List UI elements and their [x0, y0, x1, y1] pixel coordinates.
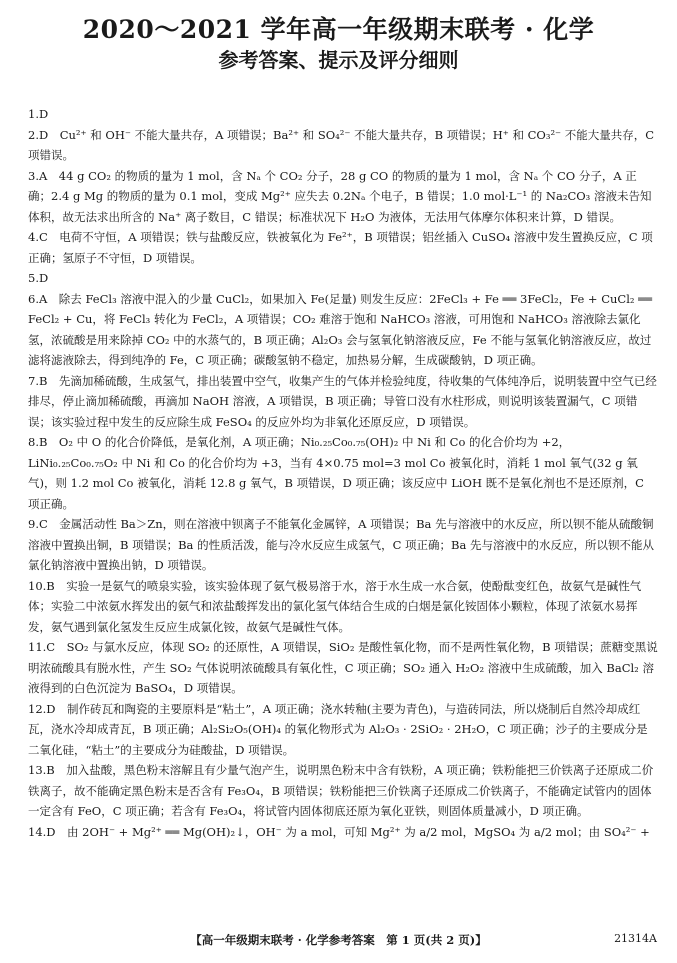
answer-number: 3.: [28, 168, 39, 183]
page-title: 2020～2021 学年高一年级期末联考 · 化学: [82, 15, 595, 44]
answer-number: 7.: [28, 373, 39, 388]
answer-number: 5.: [28, 271, 39, 285]
answer-number: 6.: [28, 291, 39, 306]
answer-item: [28, 268, 659, 289]
answer-item: [28, 822, 659, 843]
answer-text: D 由 2OH⁻ + Mg²⁺ ══ Mg(OH)₂↓，OH⁻ 为 a mol，可知 Mg²⁺ 为 a/2 mol，MgSO₄ 为 a/2 mol；由 SO₄²⁻ +: [46, 824, 650, 839]
answer-text: B 先滴加稀硫酸，生成氢气，排出装置中空气，收集产生的气体并检验纯度，待收集的气体纯净后，说明装置中空气已经排尽，停止滴加稀硫酸，再滴加 NaOH 溶液，A 项错误，B 项正确；导管口没有水柱形成，则说明该装置漏气，C 项错误；该实验过程中发生的反应除生成 FeSO₄ 的反应外均为非氧化还原反应，D 项错误。: [28, 373, 657, 429]
answer-text: B 加入盐酸，黑色粉末溶解且有少量气泡产生，说明黑色粉末中含有铁粉，A 项正确；铁粉能把三价铁离子还原成二价铁离子，故不能确定黑色粉末是否含有 Fe₃O₄，B 项错误；铁粉能把三价铁离子还原成二价铁离子，不能确定试管内的固体一定含有 FeO，C 项正确；若含有 Fe₃O₄，将试管内固体彻底还原为氧化亚铁，则固体质量减小，D 项正确。: [28, 763, 654, 818]
answer-item: [28, 371, 659, 433]
answer-text: C 金属活动性 Ba＞Zn，则在溶液中钡离子不能氧化金属锌，A 项错误；Ba 先与溶液中的水反应，所以钡不能从硫酸铜溶液中置换出铜，B 项错误；Ba 的性质活泼，能与冷水反应生成氢气，C 项正确；Ba 先与溶液中的水反应，所以钡不能从氯化钠溶液中置换出钠，D 项错误。: [28, 517, 654, 572]
answer-item: [28, 637, 659, 699]
page-footer: [0, 932, 677, 952]
answer-number: 8.: [28, 435, 39, 449]
answer-item: [28, 125, 659, 166]
footer-text: 【高一年级期末联考 · 化学参考答案 第 1 页(共 2 页)】: [190, 933, 487, 947]
answer-text: D 制作砖瓦和陶瓷的主要原料是“粘土”，A 项正确；浇水转釉(主要为青色)，与造砖同法，所以烧制后自然冷却成红瓦，浇水冷却成青瓦，B 项正确；Al₂Si₂O₅(OH)₄ 的氧化物形式为 Al₂O₃ · 2SiO₂ · 2H₂O，C 项正确；沙子的主要成分是二氧化硅，“粘土”的主要成分为硅酸盐，D 项错误。: [28, 701, 648, 757]
answer-text: D: [38, 271, 49, 285]
answer-item: [28, 289, 659, 371]
answer-number: 12.: [28, 701, 47, 716]
answer-text: C SO₂ 与氯水反应，体现 SO₂ 的还原性，A 项错误，SiO₂ 是酸性氧化物，而不是两性氧化物，B 项错误；蔗糖变黑说明浓硫酸具有脱水性，产生 SO₂ 气体说明浓硫酸具有氧化性，C 项正确；SO₂ 通入 H₂O₂ 溶液中生成硫酸，加入 BaCl₂ 溶液得到的白色沉淀为 BaSO₄，D 项错误。: [28, 640, 658, 695]
answer-number: 14.: [28, 824, 47, 839]
answer-number: 1.: [28, 107, 39, 121]
answer-list: [28, 104, 659, 842]
answer-text: D: [38, 107, 49, 121]
answer-text: A 除去 FeCl₃ 溶液中混入的少量 CuCl₂，如果加入 Fe(足量) 则发生反应：2FeCl₃ + Fe ══ 3FeCl₂，Fe + CuCl₂ ══ FeCl₂ + Cu，将 FeCl₃ 转化为 FeCl₂，A 项错误；CO₂ 难溶于饱和 NaHCO₃ 溶液，可用饱和 NaHCO₃ 溶液除去氯化氢，浓硫酸是用来除掉 CO₂ 中的水蒸气的，B 项正确；Al₂O₃ 会与氢氧化钠溶液反应，Fe 不能与氢氧化钠溶液反应，故过滤将滤液除去，得到纯净的 Fe，C 项正确；碳酸氢钠不稳定，加热易分解，生成碳酸钠，D 项正确。: [28, 291, 653, 367]
answer-item: [28, 104, 659, 125]
answer-item: [28, 760, 659, 822]
answer-number: 13.: [28, 763, 47, 777]
answer-text: C 电荷不守恒，A 项错误；铁与盐酸反应，铁被氧化为 Fe²⁺，B 项错误；铝丝插入 CuSO₄ 溶液中发生置换反应，C 项正确；氢原子不守恒，D 项错误。: [28, 230, 653, 265]
answer-number: 10.: [28, 578, 47, 593]
answer-number: 11.: [28, 640, 47, 654]
answer-text: A 44 g CO₂ 的物质的量为 1 mol，含 Nₐ 个 CO₂ 分子，28 g CO 的物质的量为 1 mol，含 Nₐ 个 CO 分子，A 正确；2.4 g Mg 的物质的量为 0.1 mol，变成 Mg²⁺ 应失去 0.2Nₐ 个电子，B 错误；1.0 mol·L⁻¹ 的 Na₂CO₃ 溶液未告知体积，故无法求出所含的 Na⁺ 离子数目，C 错误；标准状况下 H₂O 为液体，无法用气体摩尔体积来计算，D 错误。: [28, 168, 652, 224]
page-subtitle: 参考答案、提示及评分细则: [218, 48, 459, 72]
answer-number: 9.: [28, 517, 39, 531]
answer-number: 4.: [28, 230, 39, 244]
answer-item: [28, 432, 659, 514]
answer-item: [28, 227, 659, 268]
answer-text: B O₂ 中 O 的化合价降低，是氧化剂，A 项正确；Ni₀.₂₅Co₀.₇₅(OH)₂ 中 Ni 和 Co 的化合价均为 +2，LiNi₀.₂₅Co₀.₇₅O₂ 中 Ni 和 Co 的化合价均为 +3，当有 4×0.75 mol=3 mol Co 被氧化时，消耗 1 mol 氧气(32 g 氧气)，则 1.2 mol Co 被氧化，消耗 12.8 g 氧气，B 项错误，D 项正确；该反应中 LiOH 既不是氧化剂也不是还原剂，C 项正确。: [28, 435, 644, 511]
answer-item: [28, 576, 659, 638]
answer-text: D Cu²⁺ 和 OH⁻ 不能大量共存，A 项错误；Ba²⁺ 和 SO₄²⁻ 不能大量共存，B 项错误；H⁺ 和 CO₃²⁻ 不能大量共存，C 项错误。: [28, 127, 655, 162]
answer-number: 2.: [28, 127, 39, 142]
answer-item: [28, 166, 659, 228]
footer-code: 21314A: [614, 932, 657, 945]
answer-text: B 实验一是氨气的喷泉实验，该实验体现了氨气极易溶于水，溶于水生成一水合氨，使酚酞变红色，故氨气是碱性气体；实验二中浓氨水挥发出的氨气和浓盐酸挥发出的氯化氢气体结合生成的白烟是氯化铵固体小颗粒，体现了浓氨水易挥发，氨气遇到氯化氢发生反应生成氯化铵，故氨气是碱性气体。: [28, 578, 642, 634]
answer-item: [28, 514, 659, 576]
answer-item: [28, 699, 659, 761]
